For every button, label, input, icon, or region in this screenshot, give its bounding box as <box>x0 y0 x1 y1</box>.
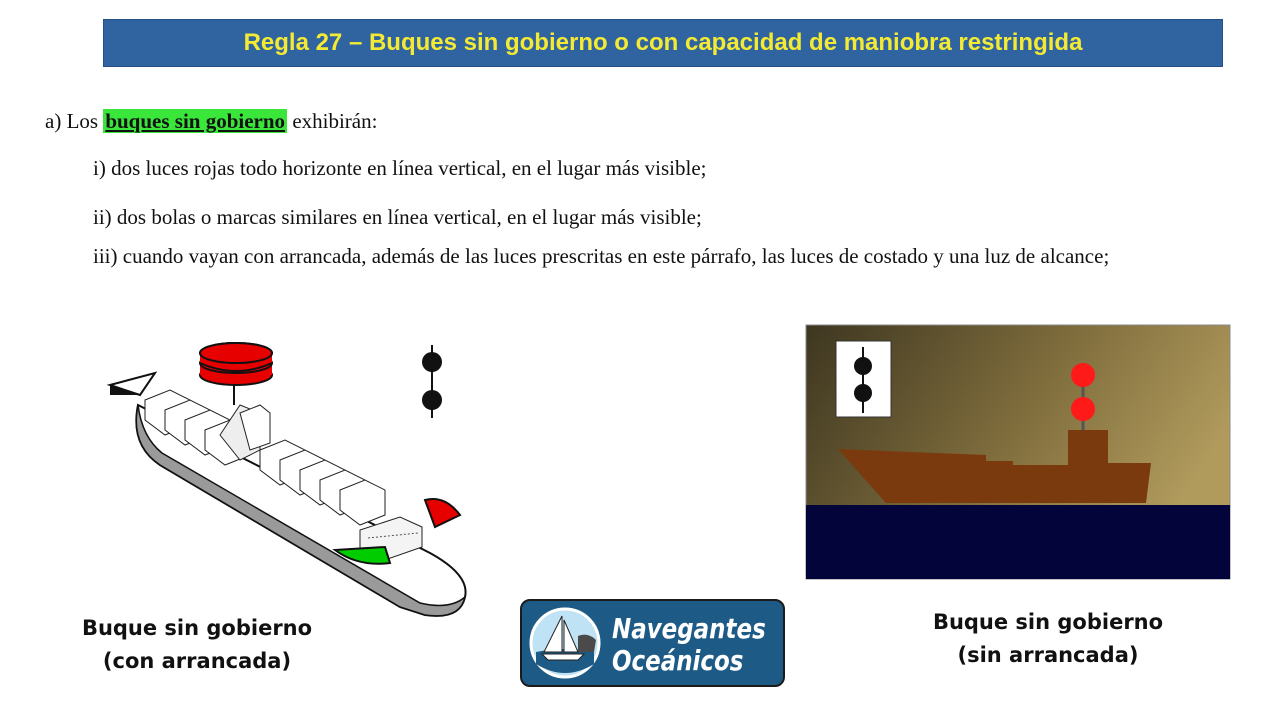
intro-prefix: a) Los <box>45 109 99 133</box>
logo-line1: Navegantes <box>612 612 766 645</box>
intro-highlight: buques sin gobierno <box>105 109 286 133</box>
title-bar <box>103 19 1223 67</box>
left-caption <box>47 612 347 678</box>
left-caption-line1: Buque sin gobierno <box>81 616 313 640</box>
logo-line2: Oceánicos <box>612 644 744 677</box>
intro-suffix: exhibirán: <box>292 109 378 133</box>
intro-line <box>45 107 377 135</box>
navegantes-oceanicos-logo <box>520 599 785 687</box>
ship-stopped-night-scene <box>806 325 1230 579</box>
right-caption <box>898 606 1198 672</box>
rule-item-iii: iii) cuando vayan con arrancada, además de las luces prescritas en este párrafo, las luces de costado y una luz de alcance; <box>93 244 1110 268</box>
right-caption-line1: Buque sin gobierno <box>932 610 1164 634</box>
sailboat-logo-icon <box>528 606 602 680</box>
rule-item-ii: ii) dos bolas o marcas similares en línea vertical, en el lugar más visible; <box>93 205 702 229</box>
two-balls-day-shape <box>417 340 447 420</box>
right-caption-line2: (sin arrancada) <box>957 643 1139 667</box>
rule-item-i: i) dos luces rojas todo horizonte en línea vertical, en el lugar más visible; <box>93 156 707 180</box>
logo-text <box>612 613 766 677</box>
left-caption-line2: (con arrancada) <box>102 649 292 673</box>
slide-title: Regla 27 – Buques sin gobierno o con capacidad de maniobra restringida <box>243 29 1083 56</box>
